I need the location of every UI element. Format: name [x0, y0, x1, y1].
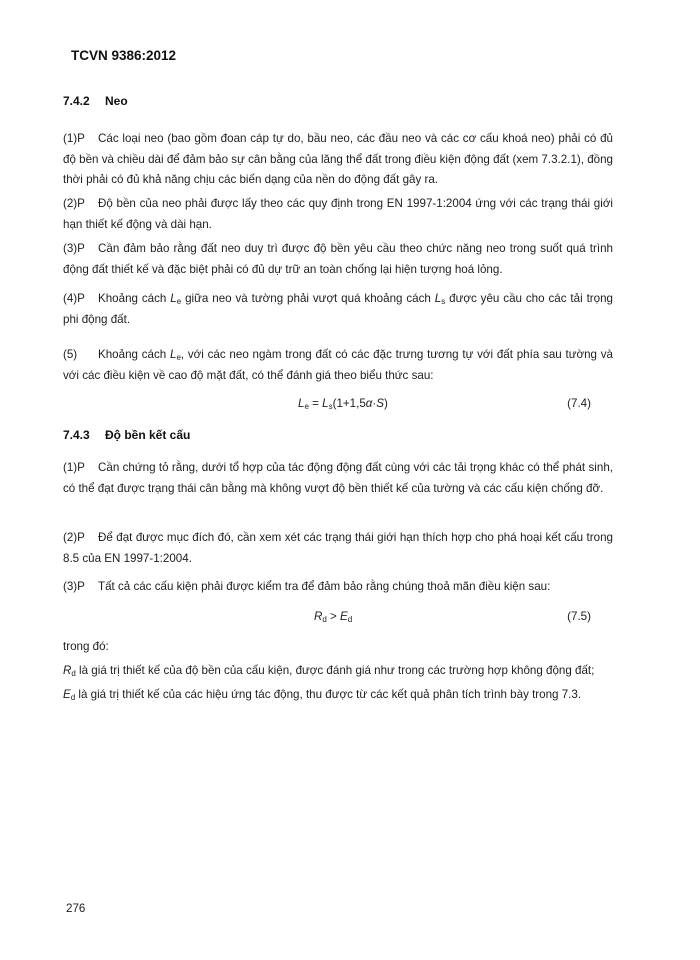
clause-label: (4)P: [63, 292, 85, 305]
paragraph-7-4-3-2: [63, 528, 613, 569]
section-number: 7.4.2: [63, 94, 90, 108]
subscript-e: e: [176, 353, 181, 362]
variable-L: L: [434, 292, 442, 305]
definition-Rd: [63, 664, 623, 677]
section-heading-7-4-3: [63, 428, 190, 442]
section-number: 7.4.3: [63, 428, 90, 442]
equation-expression: [314, 610, 352, 623]
variable-L: L: [170, 348, 177, 361]
equation-number: (7.5): [567, 610, 591, 623]
clause-label: (1)P: [63, 461, 85, 474]
equation-7-5: [63, 610, 613, 630]
clause-label: (2)P: [63, 197, 85, 210]
section-title: Neo: [105, 94, 128, 108]
variable-R: R: [63, 664, 72, 677]
clause-label: (3)P: [63, 242, 85, 255]
variable-L: L: [322, 397, 329, 410]
section-heading-7-4-2: [63, 94, 128, 108]
standard-code-header: TCVN 9386:2012: [71, 48, 177, 63]
clause-text: được yêu cầu cho các tải trọng phi động đất.: [63, 292, 614, 326]
clause-label: (2)P: [63, 531, 85, 544]
variable-E: E: [340, 610, 348, 623]
definition-text: là giá trị thiết kế của độ bền của cấu kiện, được đánh giá như trong các trường hợp không động đất;: [75, 664, 595, 677]
clause-text: Tất cả các cấu kiện phải được kiểm tra để đảm bảo rằng chúng thoả mãn điều kiện sau:: [98, 580, 551, 593]
variable-S: S: [376, 397, 385, 410]
clause-text: giữa neo và tường phải vượt quá khoảng cách: [181, 292, 435, 305]
equation-term: (1+1,5: [332, 397, 366, 410]
clause-label: (3)P: [63, 580, 85, 593]
subscript-d: d: [322, 615, 327, 624]
subscript-d: d: [70, 693, 76, 702]
equation-number: (7.4): [567, 397, 591, 410]
variable-alpha: α: [365, 397, 373, 410]
where-label: trong đó:: [63, 640, 109, 653]
paragraph-7-4-2-2: [63, 194, 613, 235]
subscript-d: d: [71, 669, 76, 678]
variable-L: L: [298, 397, 305, 410]
subscript-s: s: [441, 297, 446, 306]
paragraph-7-4-3-3: [63, 577, 613, 598]
paragraph-7-4-2-4: [63, 289, 613, 330]
variable-L: L: [170, 292, 177, 305]
equation-expression: [298, 397, 388, 410]
section-title: Độ bền kết cấu: [105, 428, 191, 442]
clause-text: Độ bền của neo phải được lấy theo các quy định trong EN 1997-1:2004 ứng với các trạng thái giới hạn thiết kế động và dài hạn.: [63, 197, 613, 231]
clause-text: Cần chứng tỏ rằng, dưới tổ hợp của tác động động đất cùng với các tải trọng khác có thể phát sinh, có thể đạt được trạng thái cân bằng mà không vượt độ bền thiết kế của tường và các cấu kiện chống đỡ.: [63, 461, 613, 495]
paragraph-7-4-3-1: [63, 458, 613, 499]
variable-E: E: [63, 688, 71, 701]
clause-text: Khoảng cách: [98, 348, 170, 361]
clause-text: Khoảng cách: [98, 292, 171, 305]
equals-sign: =: [308, 397, 323, 410]
paragraph-7-4-2-3: [63, 239, 613, 280]
page-number: 276: [66, 902, 86, 915]
subscript-d: d: [347, 615, 353, 624]
clause-label: (1)P: [63, 132, 85, 145]
greater-than-sign: >: [326, 610, 341, 623]
clause-text: Cần đảm bảo rằng đất neo duy trì được độ bền yêu cầu theo chức năng neo trong suốt quá trình động đất thiết kế và đặc biệt phải có đủ dự trữ an toàn chống lại hiện tượng hoá lỏng.: [63, 242, 613, 276]
definition-text: là giá trị thiết kế của các hiệu ứng tác động, thu được từ các kết quả phân tích trình bày trong 7.3.: [75, 688, 582, 701]
clause-text: Các loại neo (bao gồm đoan cáp tự do, bầu neo, các đầu neo và các cơ cấu khoá neo) phải có đủ độ bền và chiều dài để đảm bảo sự cân bằng của lăng thể đất trong điều kiện động đất (xem 7.3.2.1), đồng thời phải có đủ khả năng chịu các biến dạng của nền do động đất gây ra.: [63, 132, 613, 186]
equation-term: ): [384, 397, 388, 410]
variable-R: R: [314, 610, 323, 623]
definition-Ed: [63, 688, 623, 701]
clause-text: , với các neo ngàm trong đất có các đặc trưng tương tự với đất phía sau tường và với các điều kiện về cao độ mặt đất, có thể đánh giá theo biểu thức sau:: [63, 348, 613, 382]
equation-7-4: [63, 397, 613, 417]
clause-text: Để đạt được mục đích đó, cần xem xét các trạng thái giới hạn thích hợp cho phá hoại kết cấu trong 8.5 của EN 1997-1:2004.: [63, 531, 613, 565]
multiply-dot: ·: [372, 397, 377, 410]
clause-label: (5): [63, 348, 78, 361]
subscript-s: s: [328, 402, 333, 411]
subscript-e: e: [304, 402, 309, 411]
paragraph-7-4-2-5: [63, 345, 613, 386]
subscript-e: e: [176, 297, 182, 306]
paragraph-7-4-2-1: [63, 129, 613, 191]
